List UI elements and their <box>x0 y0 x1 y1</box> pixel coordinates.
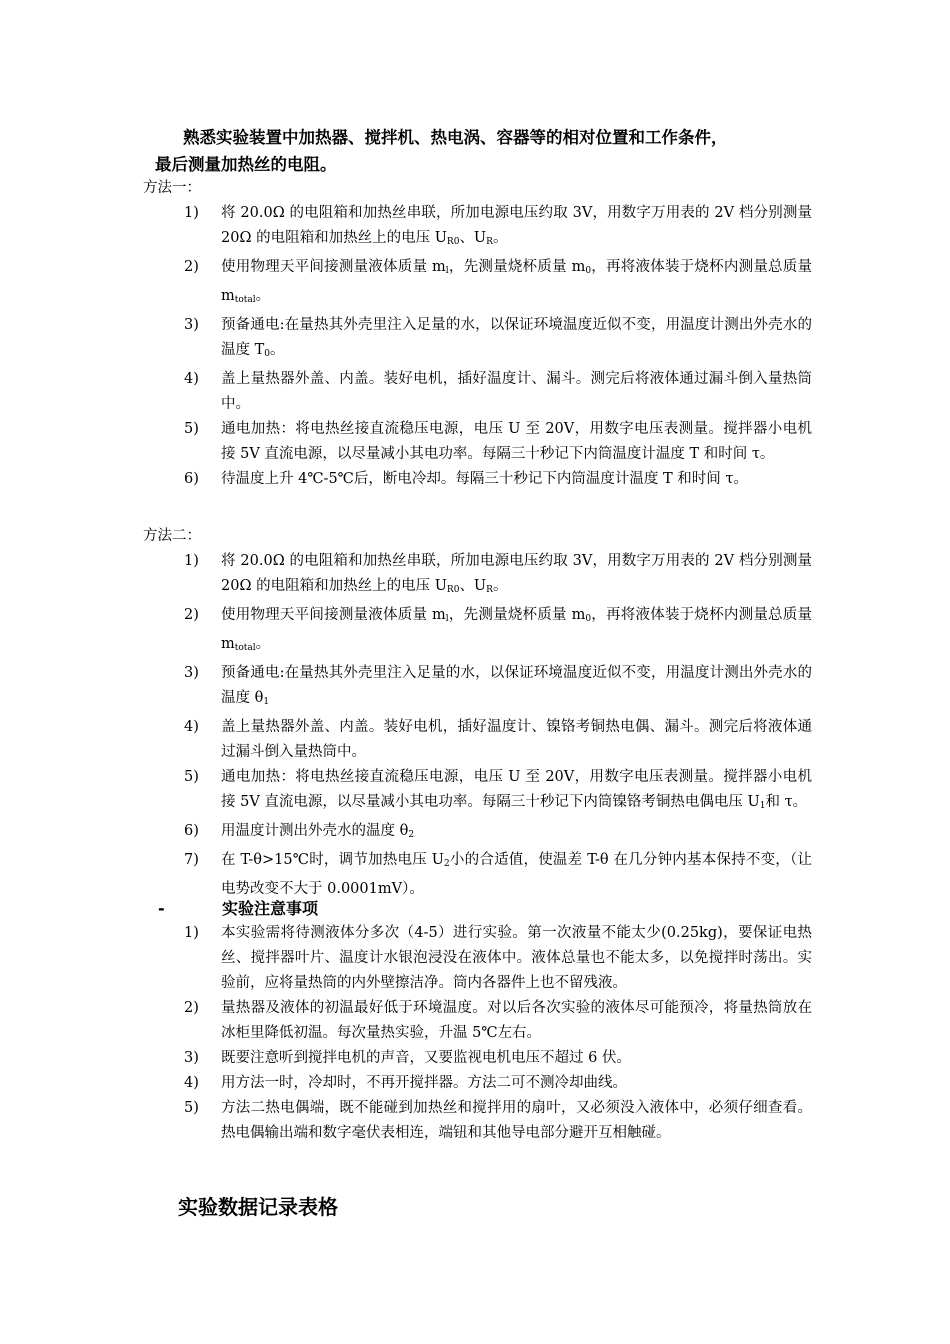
text-segment: 将 20.0Ω 的电阻箱和加热丝串联，所加电源电压约取 3V，用数字万用表的 2V 档分别测量20Ω 的电阻箱和加热丝上的电压 U <box>221 553 812 594</box>
subscript: R <box>486 585 493 595</box>
list-item-text <box>221 1046 812 1071</box>
subscript: 1 <box>759 801 766 811</box>
list-item <box>184 313 812 367</box>
list-item <box>184 255 812 313</box>
list-item <box>184 661 812 715</box>
list-item-number: 1) <box>184 553 199 569</box>
list-item-text <box>221 715 812 765</box>
subscript: total <box>234 643 256 653</box>
subscript: 0 <box>264 349 271 359</box>
notes-steps <box>184 921 812 1146</box>
text-segment: 用温度计测出外壳水的温度 θ <box>221 823 409 839</box>
subscript: 0 <box>585 614 592 624</box>
text-segment: 方法二热电偶端，既不能碰到加热丝和搅拌用的扇叶，又必须没入液体中，必须仔细查看。热电偶输出端和数字毫伏表相连，端钮和其他导电部分避开互相触碰。 <box>221 1100 812 1141</box>
text-segment: 在 T-θ>15℃时，调节加热电压 U <box>221 852 444 868</box>
list-item-number: 2) <box>184 259 199 275</box>
list-item <box>184 1046 812 1071</box>
subscript: R0 <box>446 237 460 247</box>
text-segment: 。 <box>255 636 271 652</box>
list-item <box>184 549 812 603</box>
text-segment: 使用物理天平间接测量液体质量 m <box>221 607 446 623</box>
subscript: 1 <box>263 697 270 707</box>
subscript: R <box>486 237 493 247</box>
text-segment: 盖上量热器外盖、内盖。装好电机，插好温度计、漏斗。测完后将液体通过漏斗倒入量热筒中。 <box>221 371 812 412</box>
text-segment: ，先测量烧杯质量 m <box>448 607 586 623</box>
notes-heading <box>158 897 318 921</box>
list-item-text <box>221 1096 812 1146</box>
list-item-text <box>221 819 812 848</box>
data-table-heading: 实验数据记录表格 <box>178 1195 338 1219</box>
subscript: l <box>445 266 449 276</box>
list-item-text <box>221 313 812 367</box>
list-item-text <box>221 765 812 819</box>
list-item <box>184 467 812 492</box>
list-item-number: 4) <box>184 1075 199 1091</box>
text-segment: ，先测量烧杯质量 m <box>448 259 586 275</box>
text-segment: 预备通电:在量热其外壳里注入足量的水，以保证环境温度近似不变，用温度计测出外壳水的温度 θ <box>221 665 812 706</box>
text-segment: 、U <box>459 230 487 246</box>
list-item-number: 6) <box>184 471 199 487</box>
list-item-text <box>221 417 812 467</box>
list-item-text <box>221 661 812 715</box>
text-segment: 使用物理天平间接测量液体质量 m <box>221 259 446 275</box>
list-item-text <box>221 255 812 313</box>
text-segment: 用方法一时，冷却时，不再开搅拌器。方法二可不测冷却曲线。 <box>221 1075 627 1091</box>
text-segment: 本实验需将待测液体分多次（4-5）进行实验。第一次液量不能太少(0.25kg)，要保证电热丝、搅拌器叶片、温度计水银泡浸没在液体中。液体总量也不能太多，以免搅拌时荡出。实验前，应将量热筒的内外壁擦洁净。筒内各器件上也不留残液。 <box>221 925 812 991</box>
list-item-number: 2) <box>184 1000 199 1016</box>
list-item-text <box>221 549 812 603</box>
list-item-number: 4) <box>184 371 199 387</box>
list-item <box>184 848 812 902</box>
list-item-number: 3) <box>184 317 199 333</box>
list-item-number: 5) <box>184 1100 199 1116</box>
list-item-number: 4) <box>184 719 199 735</box>
list-item-text <box>221 1071 812 1096</box>
text-segment: 小的合适值，使温差 T-θ 在几分钟内基本保持不变，（让电势改变不大于 0.0001mV）。 <box>221 852 812 897</box>
list-item-number: 3) <box>184 665 199 681</box>
list-item-text <box>221 367 812 417</box>
list-item-number: 5) <box>184 769 199 785</box>
text-segment: 、U <box>459 578 487 594</box>
list-item <box>184 1071 812 1096</box>
subscript: 2 <box>443 859 450 869</box>
list-item-number: 6) <box>184 823 199 839</box>
subscript: 2 <box>408 830 415 840</box>
intro-line-1: 熟悉实验装置中加热器、搅拌机、热电涡、容器等的相对位置和工作条件， <box>183 128 728 147</box>
text-segment: 盖上量热器外盖、内盖。装好电机，插好温度计、镍铬考铜热电偶、漏斗。测完后将液体通过漏斗倒入量热筒中。 <box>221 719 812 760</box>
intro-line-2: 最后测量加热丝的电阻。 <box>155 155 337 174</box>
text-segment: 。 <box>492 230 508 246</box>
list-item-number: 1) <box>184 205 199 221</box>
text-segment: 通电加热：将电热丝接直流稳压电源，电压 U 至 20V，用数字电压表测量。搅拌器小电机接 5V 直流电源，以尽量减小其电功率。每隔三十秒记下内筒镍铬考铜热电偶电压 U <box>221 769 812 810</box>
text-segment: 待温度上升 4℃-5℃后，断电冷却。每隔三十秒记下内筒温度计温度 T 和时间 τ。 <box>221 471 748 487</box>
method-two-heading: 方法二： <box>143 528 201 544</box>
list-item <box>184 367 812 417</box>
notes-dash: - <box>158 899 165 918</box>
list-item <box>184 715 812 765</box>
list-item <box>184 765 812 819</box>
list-item-number: 1) <box>184 925 199 941</box>
text-segment: 。 <box>492 578 508 594</box>
list-item <box>184 201 812 255</box>
text-segment: 通电加热：将电热丝接直流稳压电源，电压 U 至 20V，用数字电压表测量。搅拌器小电机接 5V 直流电源，以尽量减小其电功率。每隔三十秒记下内筒温度计温度 T 和时间 τ。 <box>221 421 812 462</box>
list-item-number: 2) <box>184 607 199 623</box>
list-item <box>184 603 812 661</box>
list-item <box>184 819 812 848</box>
subscript: R0 <box>446 585 460 595</box>
text-segment: 。 <box>255 288 271 304</box>
notes-title: 实验注意事项 <box>222 899 319 918</box>
list-item-number: 3) <box>184 1050 199 1066</box>
list-item-text <box>221 603 812 661</box>
text-segment: 和 τ。 <box>765 794 808 810</box>
text-segment: 量热器及液体的初温最好低于环境温度。对以后各次实验的液体尽可能预冷，将量热筒放在冰柜里降低初温。每次量热实验，升温 5℃左右。 <box>221 1000 812 1041</box>
method-two-steps <box>184 549 812 902</box>
subscript: total <box>234 295 256 305</box>
text-segment: 。 <box>270 342 285 358</box>
list-item-text <box>221 467 812 492</box>
list-item <box>184 417 812 467</box>
subscript: 0 <box>585 266 592 276</box>
text-segment: 既要注意听到搅拌电机的声音，又要监视电机电压不超过 6 伏。 <box>221 1050 631 1066</box>
list-item-text <box>221 848 812 902</box>
text-segment: 将 20.0Ω 的电阻箱和加热丝串联，所加电源电压约取 3V，用数字万用表的 2V 档分别测量20Ω 的电阻箱和加热丝上的电压 U <box>221 205 812 246</box>
method-one-heading: 方法一： <box>143 180 201 196</box>
list-item-number: 7) <box>184 852 199 868</box>
text-segment: ，再将液体装于烧杯内测量总质量 m <box>221 259 813 304</box>
list-item <box>184 996 812 1046</box>
subscript: l <box>445 614 449 624</box>
text-segment: 预备通电:在量热其外壳里注入足量的水，以保证环境温度近似不变，用温度计测出外壳水的温度 T <box>221 317 812 358</box>
text-segment: ，再将液体装于烧杯内测量总质量 m <box>221 607 813 652</box>
list-item <box>184 921 812 996</box>
list-item-number: 5) <box>184 421 199 437</box>
intro-paragraph <box>155 124 835 178</box>
list-item-text <box>221 921 812 996</box>
list-item-text <box>221 996 812 1046</box>
list-item-text <box>221 201 812 255</box>
method-one-steps <box>184 201 812 492</box>
list-item <box>184 1096 812 1146</box>
